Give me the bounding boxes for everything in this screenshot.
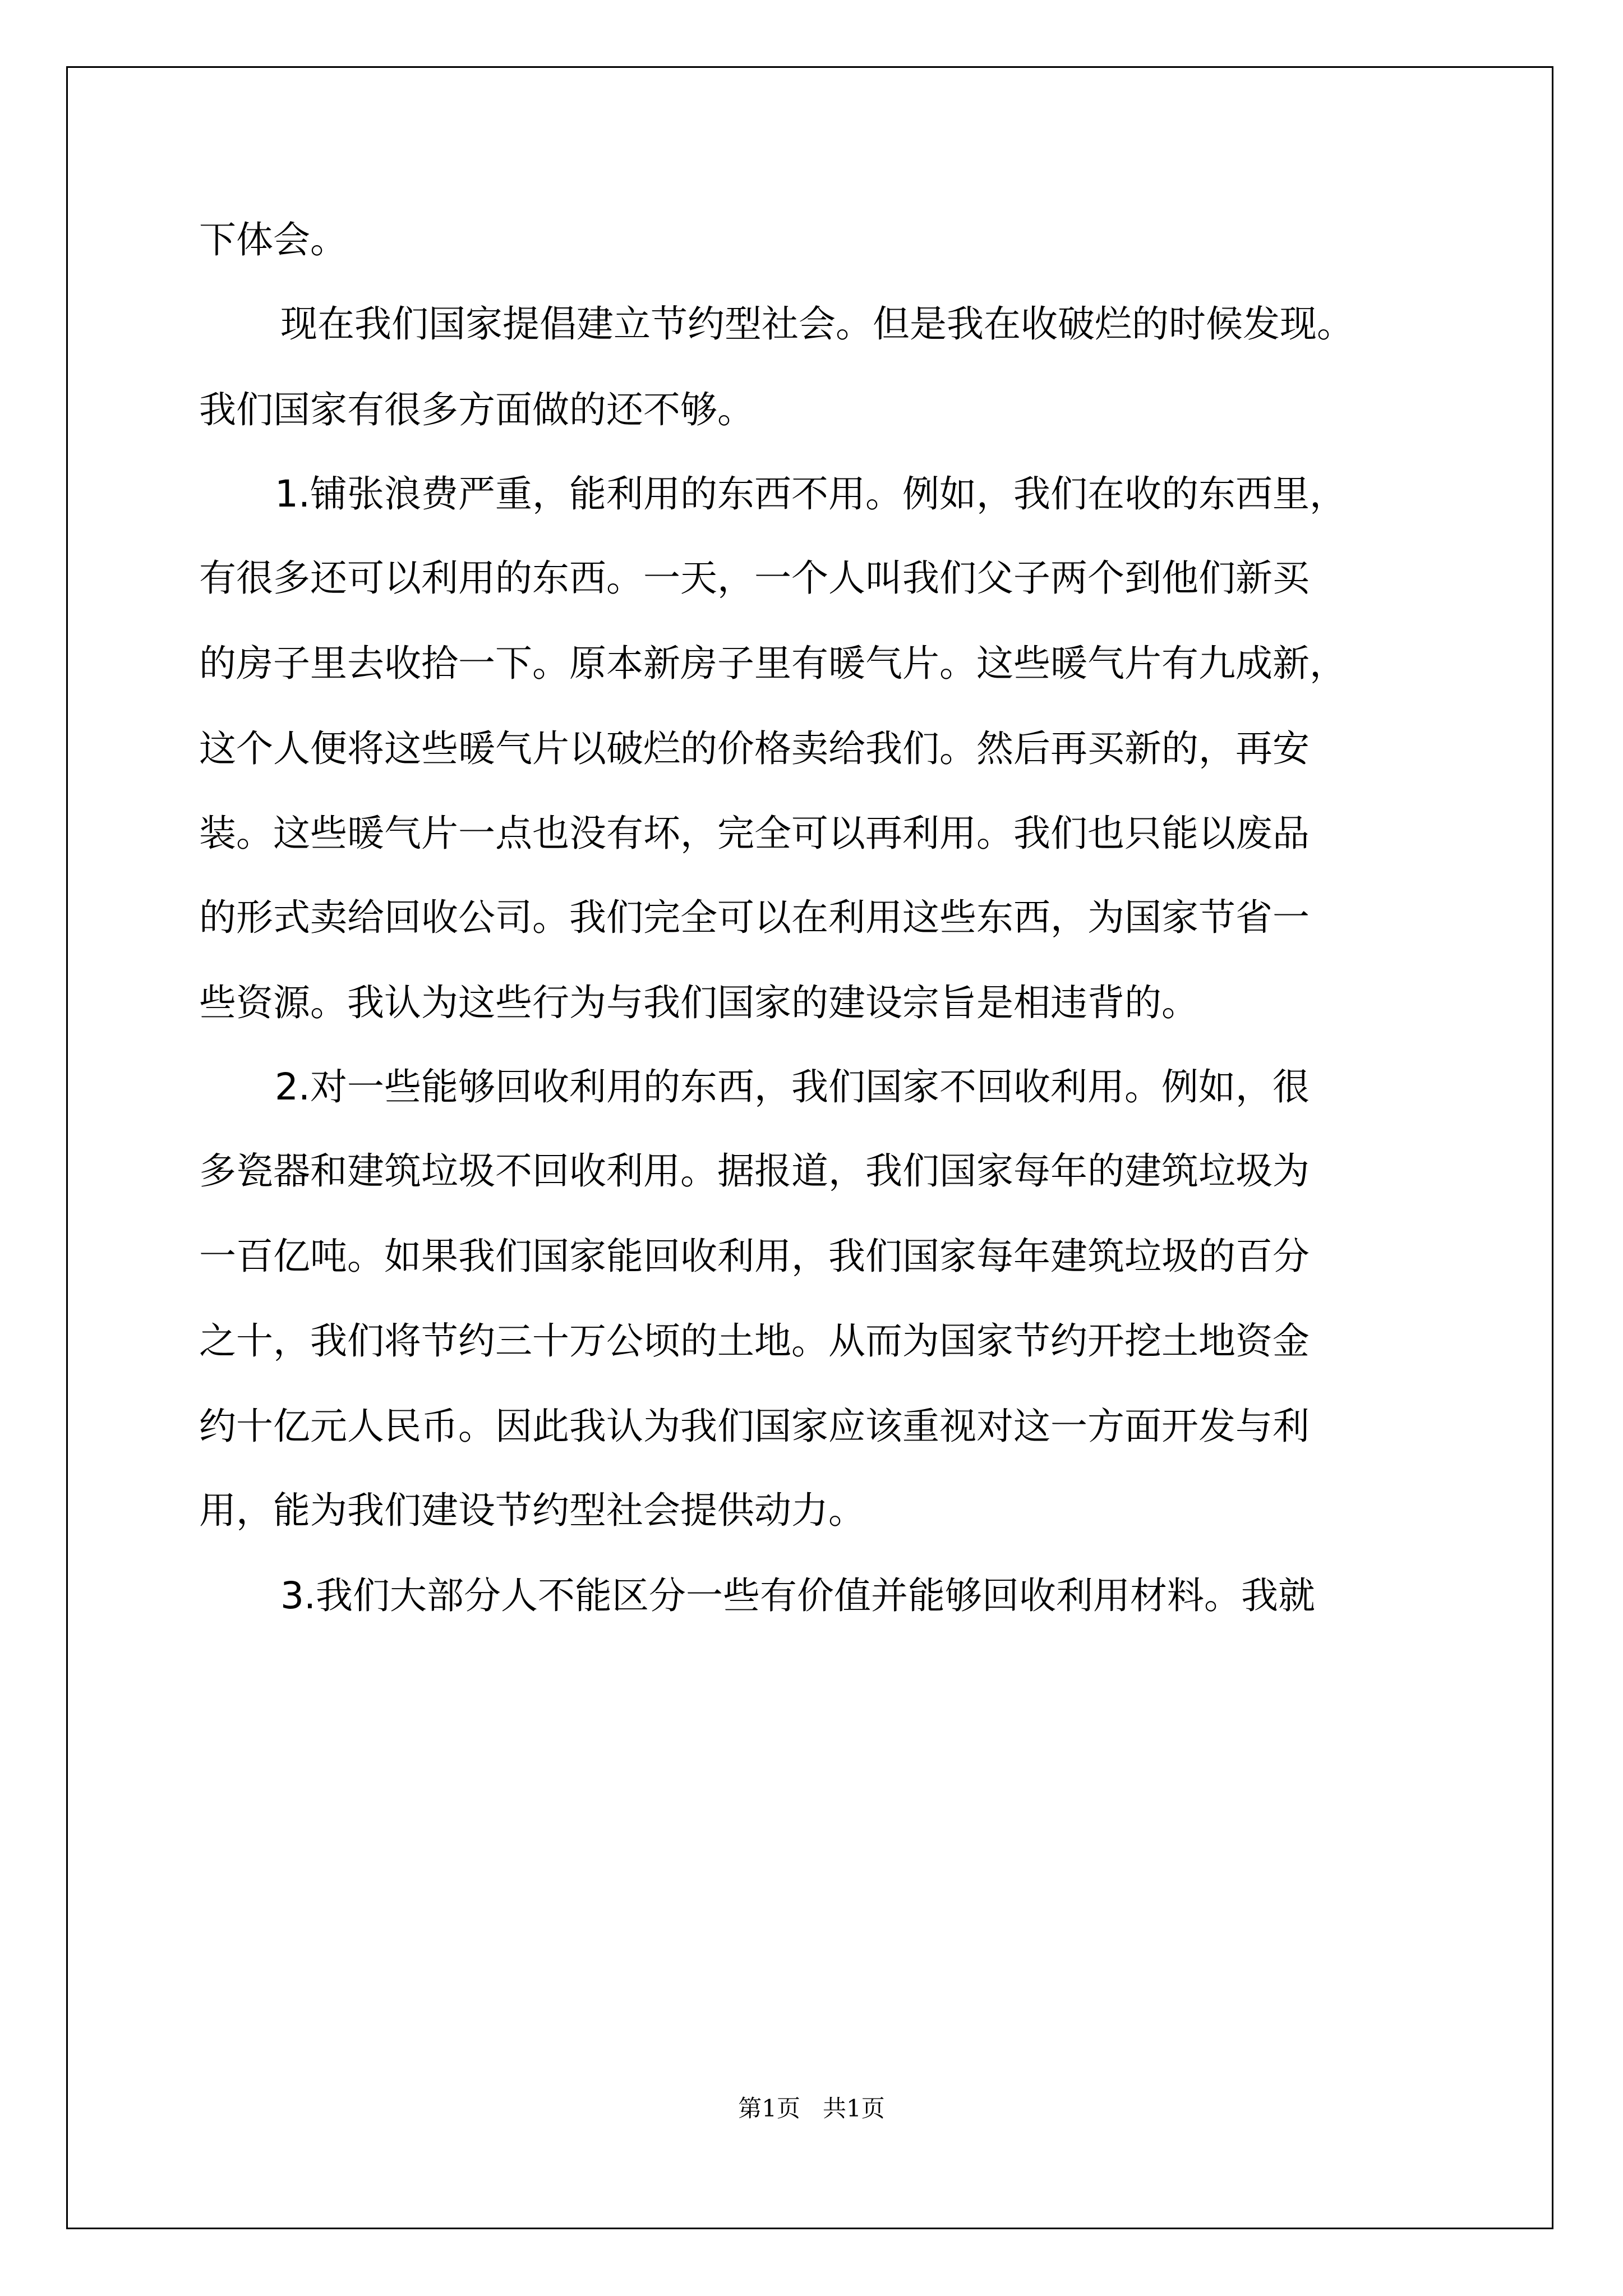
text-line-1: 下体会。	[199, 218, 347, 261]
text-line-7: 这个人便将这些暖气片以破烂的价格卖给我们。然后再买新的，再安	[199, 727, 1310, 770]
text-line-9: 的形式卖给回收公司。我们完全可以在利用这些东西，为国家节省一	[199, 896, 1310, 939]
text-line-10: 些资源。我认为这些行为与我们国家的建设宗旨是相违背的。	[199, 981, 1198, 1024]
text-line-4: 1.铺张浪费严重，能利用的东西不用。例如，我们在收的东西里，	[275, 472, 1347, 516]
text-line-3: 我们国家有很多方面做的还不够。	[199, 388, 754, 431]
text-line-14: 之十，我们将节约三十万公顷的土地。从而为国家节约开挖土地资金	[199, 1319, 1310, 1363]
text-line-13: 一百亿吨。如果我们国家能回收利用，我们国家每年建筑垃圾的百分	[199, 1235, 1310, 1278]
text-line-11: 2.对一些能够回收利用的东西，我们国家不回收利用。例如，很	[275, 1065, 1310, 1108]
page-footer: 第1页 共1页	[738, 2095, 885, 2122]
text-line-6: 的房子里去收拾一下。原本新房子里有暖气片。这些暖气片有九成新，	[199, 642, 1347, 685]
text-line-5: 有很多还可以利用的东西。一天，一个人叫我们父子两个到他们新买	[199, 556, 1310, 600]
text-line-15: 约十亿元人民币。因此我认为我们国家应该重视对这一方面开发与利	[199, 1405, 1310, 1448]
text-line-12: 多瓷器和建筑垃圾不回收利用。据报道，我们国家每年的建筑垃圾为	[199, 1149, 1310, 1193]
text-line-8: 装。这些暖气片一点也没有坏，完全可以再利用。我们也只能以废品	[199, 812, 1310, 855]
text-line-17: 3.我们大部分人不能区分一些有价值并能够回收利用材料。我就	[280, 1574, 1315, 1617]
text-line-2: 现在我们国家提倡建立节约型社会。但是我在收破烂的时候发现。	[280, 302, 1354, 346]
text-line-16: 用，能为我们建设节约型社会提供动力。	[199, 1489, 865, 1532]
